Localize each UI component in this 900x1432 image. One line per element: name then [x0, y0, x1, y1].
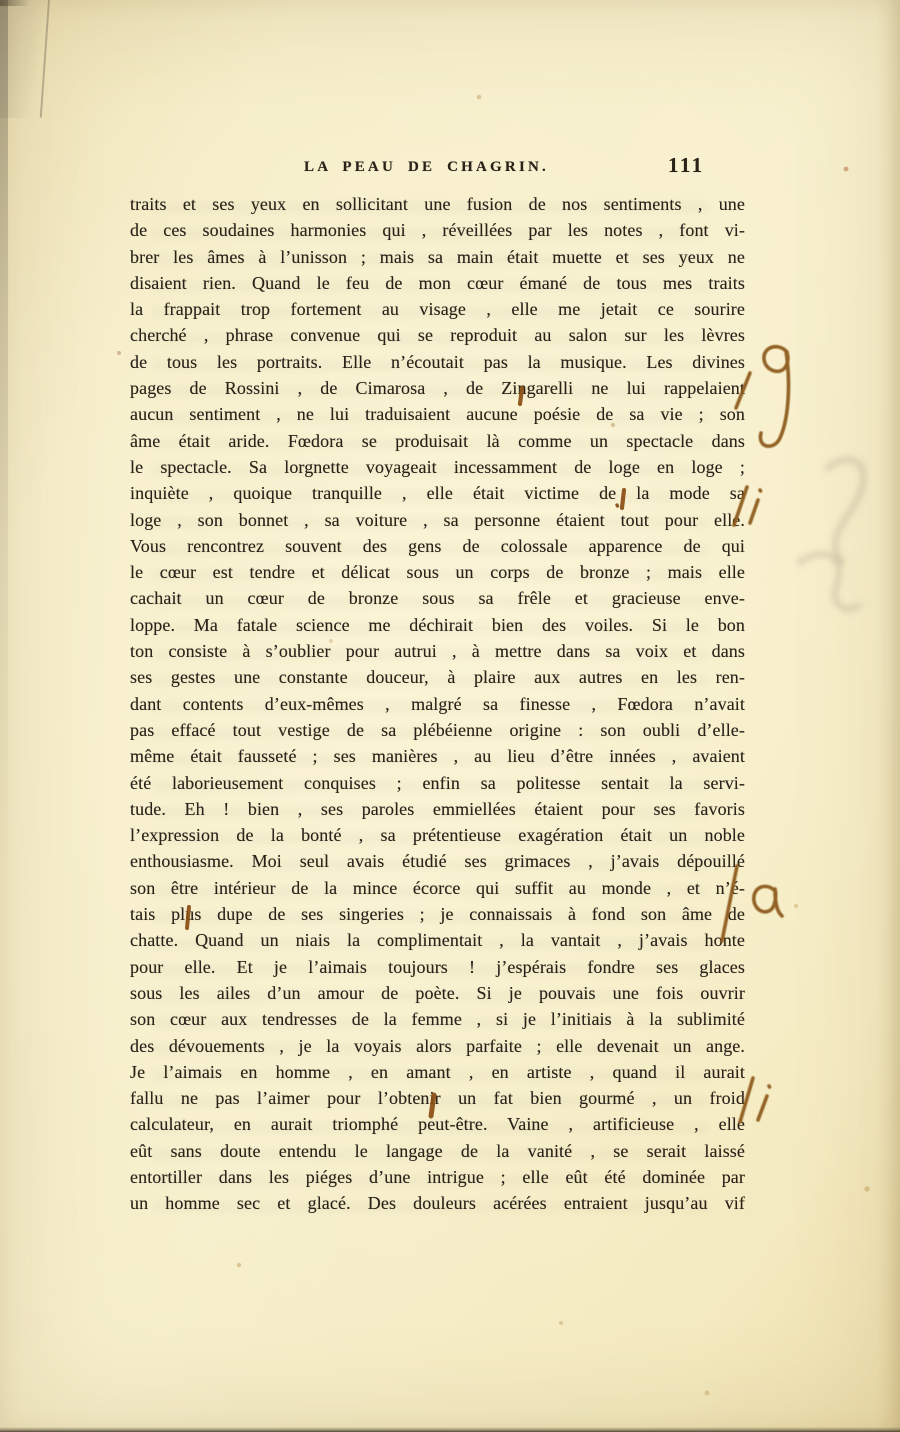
text-line: des dévouements , je la voyais alors parfaite ; elle devenait un ange. [130, 1035, 745, 1056]
text-line: son être intérieur de la mince écorce qui suffit au monde , et n’é- [130, 877, 745, 898]
page-edge-bottom [0, 1427, 900, 1432]
text-line: l’expression de la bonté , sa prétentieuse exagération était un noble [130, 825, 745, 846]
text-line: calculateur, en aurait triomphé peut-être. Vaine , artificieuse , elle [130, 1114, 745, 1135]
text-line: tais plus dupe de ses singeries ; je connaissais à fond son âme de [130, 904, 745, 925]
text-line: entortiller dans les piéges d’une intrigue ; elle eût été dominée par [130, 1166, 745, 1187]
text-line: loge , son bonnet , sa voiture , sa personne étaient tout pour elle. [130, 509, 745, 530]
text-line: eût sans doute entendu le langage de la vanité , se serait laissé [130, 1140, 745, 1161]
text-line: son cœur aux tendresses de la femme , si je l’initiais à la sublimité [130, 1009, 745, 1030]
text-line: ton consiste à s’oublier pour autrui , à mettre dans sa voix et dans [130, 641, 745, 662]
text-line: disaient rien. Quand le feu de mon cœur émané de tous mes traits [130, 272, 745, 293]
verso-ghost-handwriting [800, 460, 863, 609]
text-line: chatte. Quand un niais la complimentait , la vantait , j’avais honte [130, 930, 745, 951]
text-line: pas effacé tout vestige de sa plébéienne origine : son oubli d’elle- [130, 719, 745, 740]
text-line: pages de Rossini , de Cimarosa , de Zingarelli ne lui rappelaient [130, 378, 745, 399]
text-line: âme était aride. Fœdora se produisait là comme un spectacle dans [130, 430, 745, 451]
text-line: fallu ne pas l’aimer pour l’obtenir un fat bien gourmé , un froid [130, 1088, 745, 1109]
page-edge-left [0, 0, 8, 888]
page-number: 111 [668, 153, 705, 177]
text-line: cherché , phrase convenue qui se reproduit au salon sur les lèvres [130, 325, 745, 346]
text-line: dant contents d’eux-mêmes , malgré sa finesse , Fœdora n’avait [130, 693, 745, 714]
text-line: même était fausseté ; ses manières , au lieu d’être innées , avaient [130, 746, 745, 767]
text-line: inquiète , quoique tranquille , elle était victime de la mode sa [130, 483, 745, 504]
page-edge-right [876, 0, 900, 1432]
text-line: un homme sec et glacé. Des douleurs acérées entraient jusqu’au vif [130, 1193, 745, 1214]
text-line: brer les âmes à l’unisson ; mais sa main était muette et ses yeux ne [130, 246, 745, 267]
text-line: aucun sentiment , ne lui traduisaient aucune poésie de sa vie ; son [130, 404, 745, 425]
text-line: le spectacle. Sa lorgnette voyageait incessamment de loge en loge ; [130, 456, 745, 477]
text-line: la frappait trop fortement au visage , elle me jetait ce sourire [130, 299, 745, 320]
text-line: cachait un cœur de bronze sous sa frêle et gracieuse enve- [130, 588, 745, 609]
text-line: traits et ses yeux en sollicitant une fusion de nos sentiments , une [130, 194, 745, 214]
text-line: été laborieusement conquises ; enfin sa politesse sentait la servi- [130, 772, 745, 793]
text-line: pour elle. Et je l’aimais toujours ! j’espérais fondre ses glaces [130, 956, 745, 977]
running-head-title: LA PEAU DE CHAGRIN. [304, 159, 549, 175]
text-line: de tous les portraits. Elle n’écoutait pas la musique. Les divines [130, 351, 745, 372]
text-line: le cœur est tendre et délicat sous un corps de bronze ; mais elle [130, 562, 745, 583]
text-line: loppe. Ma fatale science me déchirait bien des voiles. Si le bon [130, 614, 745, 635]
text-line: Vous rencontrez souvent des gens de colossale apparence de qui [130, 535, 745, 556]
text-line: enthousiasme. Moi seul avais étudié ses grimaces , j’avais dépouillé [130, 851, 745, 872]
text-line: tude. Eh ! bien , ses paroles emmiellées étaient pour ses favoris [130, 798, 745, 819]
body-text [130, 191, 745, 1217]
text-line: sous les ailes d’un amour de poète. Si je pouvais une fois ouvrir [130, 982, 745, 1003]
page-edge-top [0, 0, 30, 6]
text-line: Je l’aimais en homme , en amant , en artiste , quand il aurait [130, 1061, 745, 1082]
text-line: ses gestes une constante douceur, à plaire aux autres en les ren- [130, 667, 745, 688]
text-line: de ces soudaines harmonies qui , réveillées par les notes , font vi- [130, 220, 745, 241]
